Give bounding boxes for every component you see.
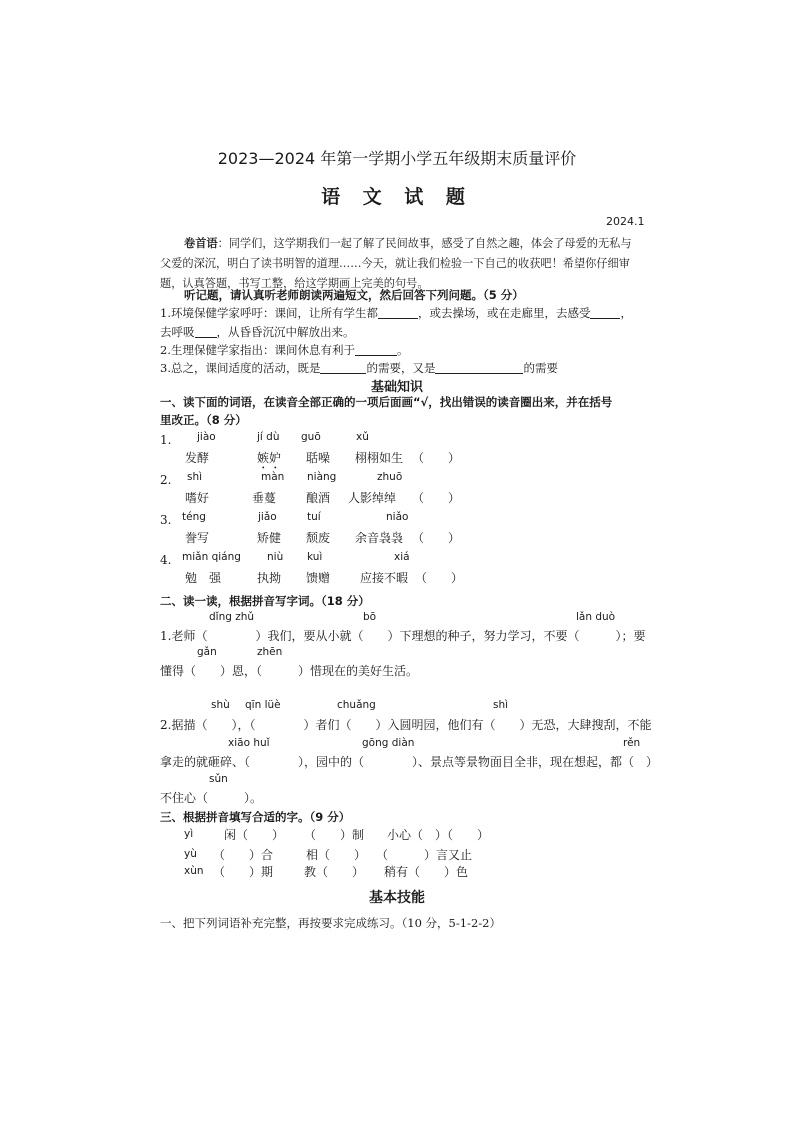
- pinyin: xiá: [394, 551, 410, 563]
- blank[interactable]: [320, 361, 366, 374]
- fill-item: 稍有（ ）色: [384, 865, 469, 879]
- answer-paren[interactable]: （ ）: [412, 451, 461, 465]
- pinyin: zhēn: [257, 646, 283, 658]
- q2-line5: 不住心（ ）。: [160, 791, 263, 805]
- pinyin: xùn: [184, 865, 204, 877]
- pinyin: jiǎo: [258, 511, 277, 523]
- fill-item: （ ）制: [304, 828, 365, 842]
- pinyin: yì: [184, 828, 194, 840]
- pinyin: shì: [493, 699, 509, 711]
- pinyin: gǎn: [197, 646, 217, 658]
- blank[interactable]: [355, 343, 397, 356]
- word: 矫健: [257, 531, 282, 545]
- listening-q2: 2.生理保健学家指出：课间休息有利于 。: [160, 343, 409, 357]
- q1-row-num: 2.: [160, 473, 172, 487]
- skills-q1: 一、把下列词语补充完整，再按要求完成练习。（10 分，5-1-2-2）: [160, 916, 501, 930]
- exam-subject: 语 文 试 题: [321, 186, 473, 208]
- word: 人影绰绰: [348, 491, 397, 505]
- q3-heading: 三、根据拼音填写合适的字。（9 分）: [160, 810, 351, 824]
- q2-line2: 懂得（ ）恩，（ ）惜现在的美好生活。: [160, 664, 419, 678]
- listening-q3: 3.总之，课间适度的活动，既是 的需要，又是 的需要: [160, 361, 558, 375]
- section-title-skills: 基本技能: [369, 890, 425, 906]
- word: 聒噪: [306, 451, 331, 465]
- pinyin: rěn: [623, 737, 641, 749]
- fill-item: 小心（ ）（ ）: [387, 828, 490, 842]
- pinyin: zhuō: [377, 471, 403, 483]
- pinyin: xiāo huǐ: [228, 737, 270, 749]
- pinyin: màn: [261, 471, 285, 483]
- intro-paragraph: [160, 233, 642, 294]
- word: 栩栩如生: [355, 451, 404, 465]
- pinyin: xǔ: [356, 431, 369, 443]
- word: 誊写: [185, 531, 210, 545]
- word: 发酵: [185, 451, 210, 465]
- blank[interactable]: [195, 325, 217, 338]
- pinyin: shì: [187, 471, 203, 483]
- exam-date: 2024.1: [606, 215, 645, 228]
- pinyin: qīn lüè: [245, 699, 281, 711]
- pinyin: yù: [184, 848, 197, 860]
- pinyin: chuǎng: [337, 699, 376, 711]
- intro-label: 卷首语: [184, 236, 218, 250]
- listening-heading: 听记题，请认真听老师朗读两遍短文，然后回答下列问题。（5 分）: [184, 288, 524, 302]
- fill-item: 教（ ）: [304, 865, 365, 879]
- q1-heading-line2: 里改正。（8 分）: [160, 413, 247, 427]
- fill-item: （ ）期: [213, 865, 274, 879]
- pinyin: niǎo: [386, 511, 409, 523]
- word: 嫉妒: [257, 451, 282, 465]
- listening-q1-line1: 1.环境保健学家呼吁：课间，让所有学生都 ，或去操场，或在走廊里，去感受 ，: [160, 306, 632, 320]
- word: 勉 强: [185, 571, 222, 585]
- listening-q1-line2: 去呼吸 ，从昏昏沉沉中解放出来。: [160, 325, 355, 339]
- pinyin: miǎn qiáng: [182, 551, 241, 563]
- word: 执拗: [257, 571, 282, 585]
- word: 馈赠: [306, 571, 331, 585]
- word: 垂蔓: [252, 491, 277, 505]
- pinyin: niàng: [307, 471, 337, 483]
- answer-paren[interactable]: （ ）: [412, 491, 461, 505]
- section-title-basic: 基础知识: [370, 380, 423, 395]
- blank[interactable]: [378, 306, 418, 319]
- q2-line1: 1.老师（ ）我们，要从小就（ ）下理想的种子，努力学习，不要（ ）；要: [160, 629, 646, 643]
- pinyin: tuí: [307, 511, 321, 523]
- pinyin: bō: [363, 611, 377, 623]
- pinyin: lǎn duò: [576, 611, 616, 623]
- pinyin: jiào: [197, 431, 216, 443]
- answer-paren[interactable]: （ ）: [412, 531, 461, 545]
- fill-item: （ ）合: [213, 848, 274, 862]
- word: 酿酒: [306, 491, 331, 505]
- q1-row-num: 1.: [160, 433, 172, 447]
- pinyin: dǐng zhǔ: [209, 611, 255, 623]
- blank[interactable]: [435, 361, 523, 374]
- q2-line3: 2.据描（ ），（ ）者们（ ）入圆明园，他们有（ ）无恐，大肆搜刮，不能: [160, 718, 652, 732]
- fill-item: 闲（ ）: [224, 828, 285, 842]
- word: 应接不暇: [360, 571, 409, 585]
- q1-row-num: 4.: [160, 553, 172, 567]
- pinyin: téng: [182, 511, 206, 523]
- word: 余音袅袅: [355, 531, 404, 545]
- q1-row-num: 3.: [160, 513, 172, 527]
- pinyin: gōng diàn: [362, 737, 415, 749]
- blank[interactable]: [590, 306, 620, 319]
- fill-item: （ ）言又止: [376, 848, 473, 862]
- pinyin: sǔn: [209, 773, 228, 785]
- q2-line4: 拿走的就砸碎、（ ），园中的（ ）、景点等景物面目全非，现在想起，都（ ）: [160, 755, 659, 769]
- word: 嗜好: [185, 491, 210, 505]
- pinyin: guō: [301, 431, 321, 443]
- q2-heading: 二、读一读，根据拼音写字词。（18 分）: [160, 594, 370, 608]
- pinyin: shù: [211, 699, 230, 711]
- pinyin: niù: [267, 551, 284, 563]
- word: 颓废: [306, 531, 331, 545]
- q1-heading-line1: 一、读下面的词语，在读音全部正确的一项后面画“√，找出错误的读音圈出来，并在括号: [160, 395, 613, 409]
- intro-text: ：同学们，这学期我们一起了解了民间故事，感受了自然之趣，体会了母爱的无私与父爱的深沉，明白了读书明智的道理……今天，就让我们检验一下自己的收获吧！希望你仔细审题，认真答题，书写工整，给这学期画上完美的句号。: [160, 237, 632, 290]
- fill-item: 相（ ）: [306, 848, 367, 862]
- answer-paren[interactable]: （ ）: [415, 571, 464, 585]
- pinyin: jí dù: [257, 431, 280, 443]
- exam-title: 2023—2024 年第一学期小学五年级期末质量评价: [217, 149, 577, 168]
- pinyin: kuì: [307, 551, 323, 563]
